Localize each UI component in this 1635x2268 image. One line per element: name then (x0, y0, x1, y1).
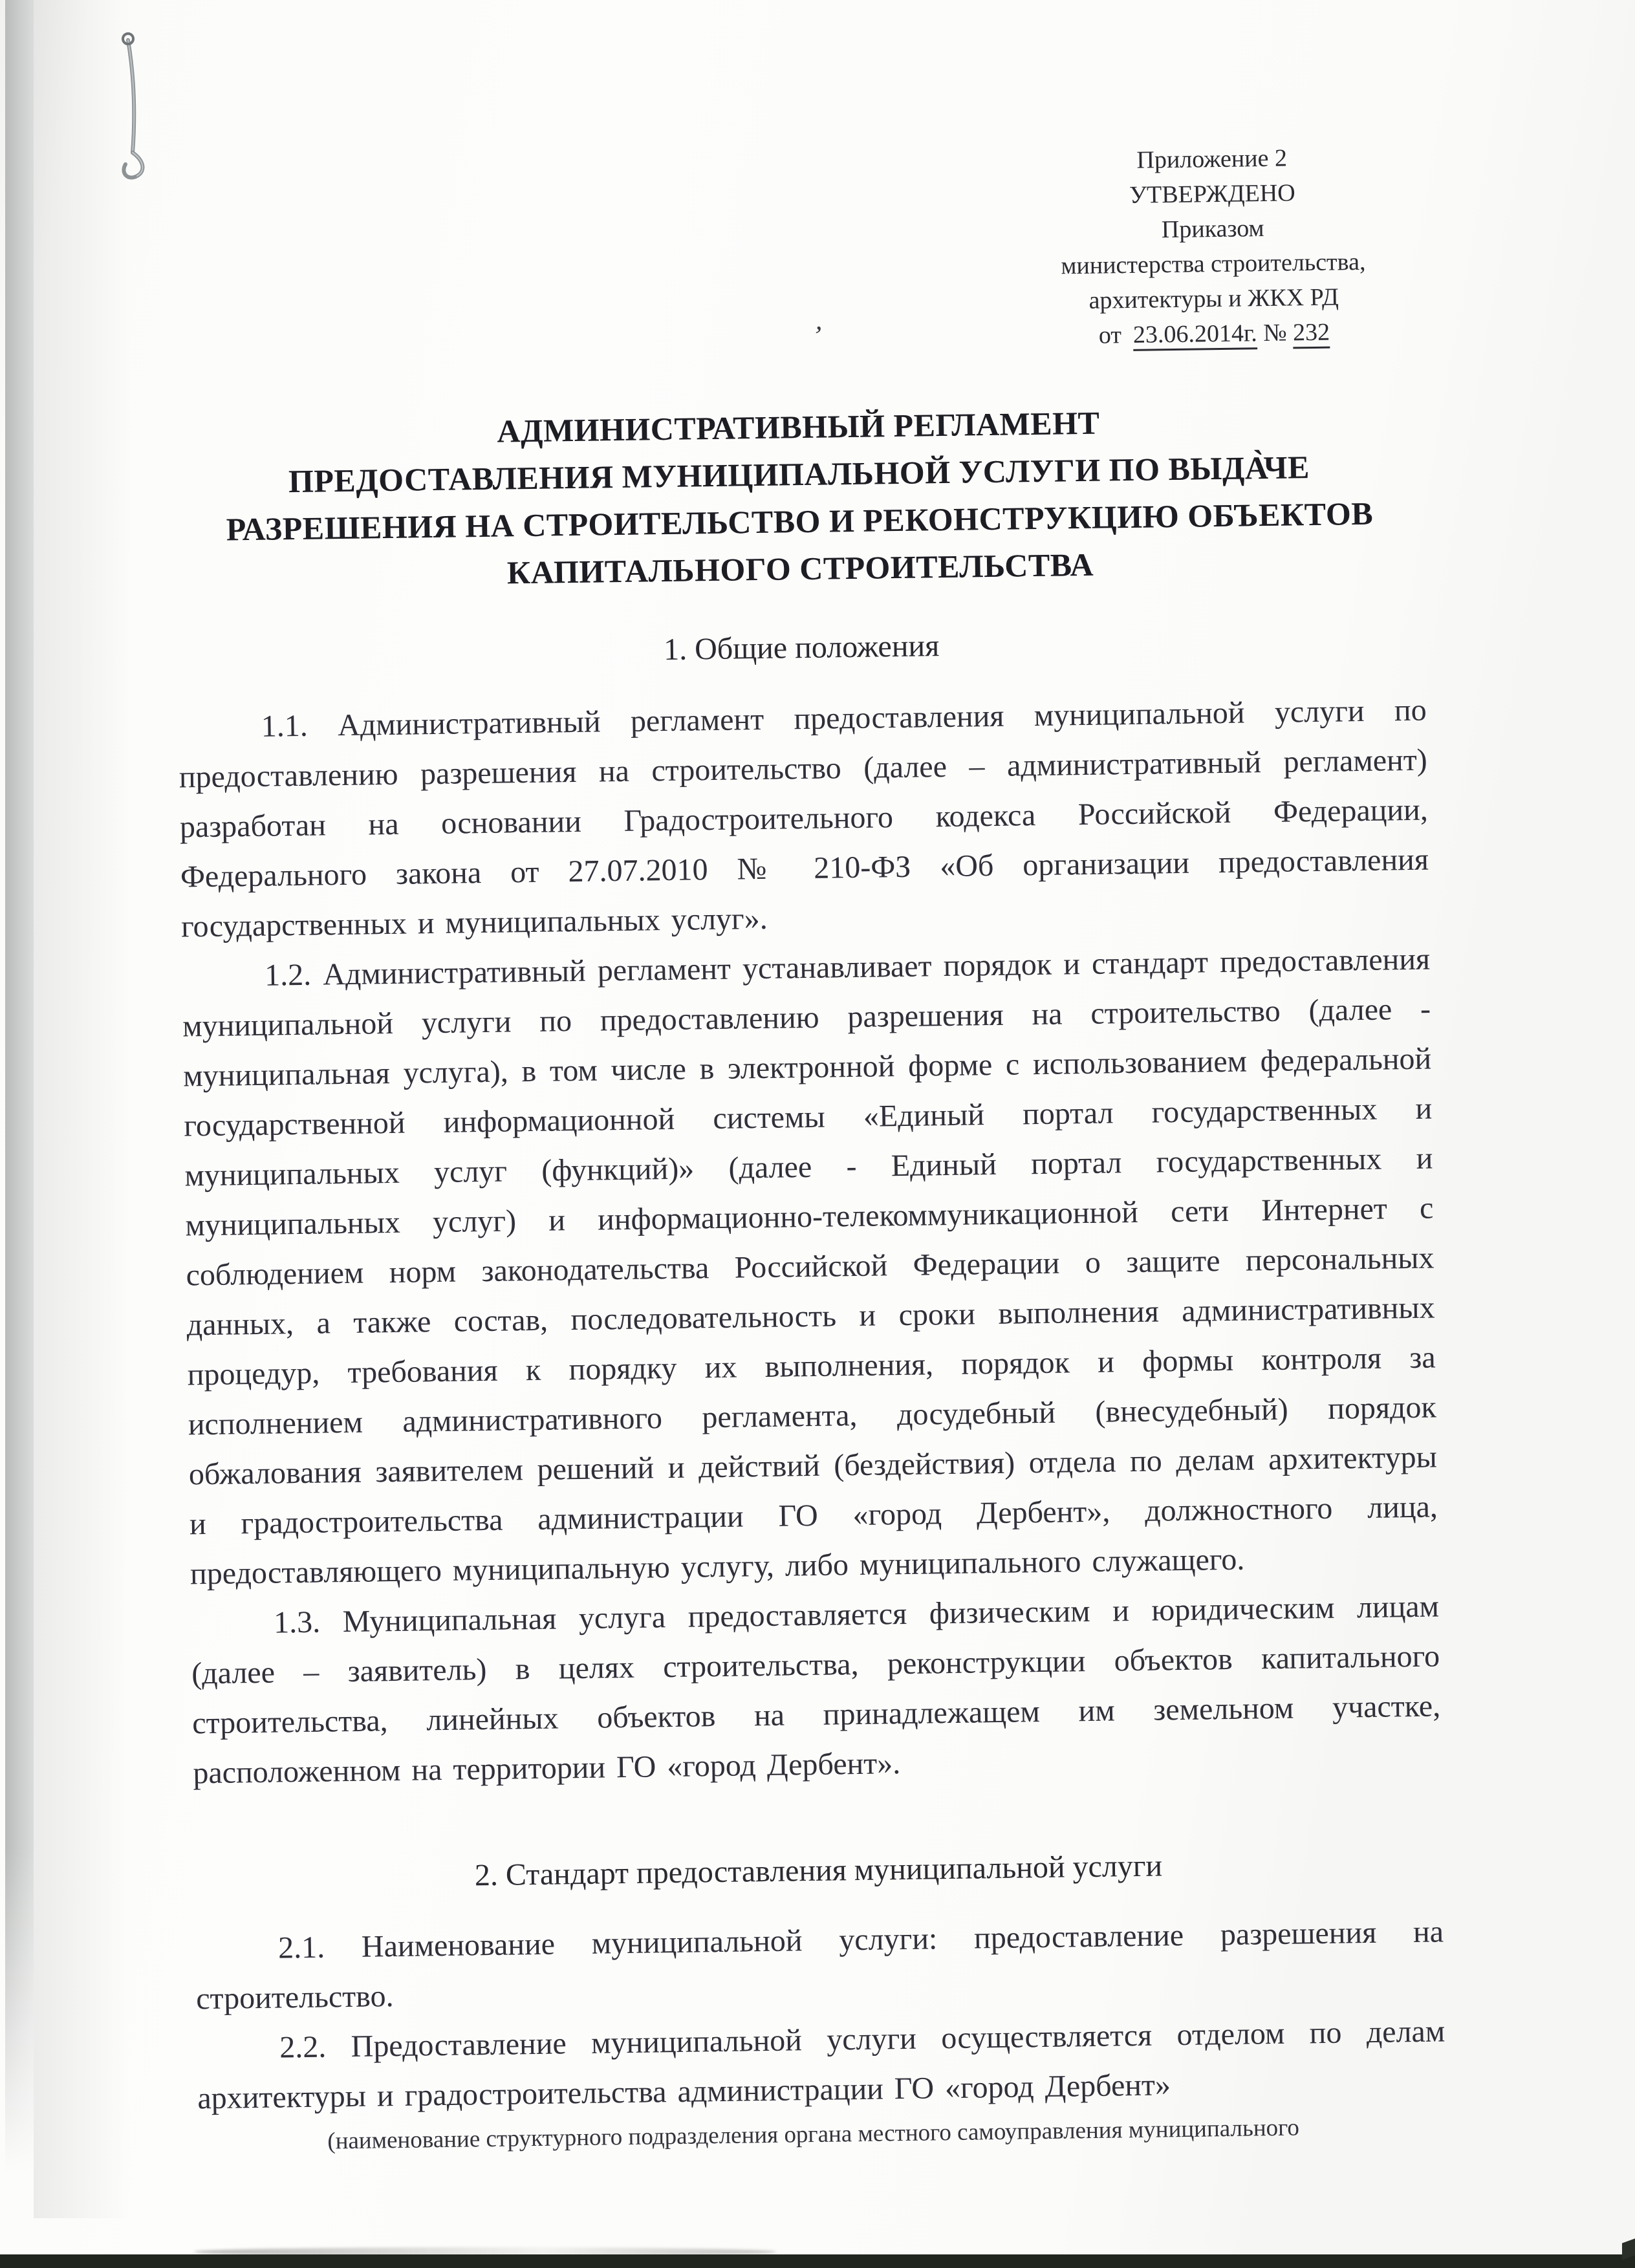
paragraph-1-1: 1.1. Административный регламент предоставления муниципальной услуги по предоставлению разрешения на строительство (далее – административный регламент) разработан на основании Градостроительного кодекса Российской Федерации, Федерального закона от 27.07.2010 № 210-ФЗ «Об организации предоставления государственных и муниципальных услуг». (179, 693, 1429, 944)
footnote-department-caption: (наименование структурного подразделения органа местного самоуправления муниципального (327, 2114, 1300, 2155)
section-2-heading: 2. Стандарт предоставления муниципальной услуги (474, 1848, 1163, 1893)
document-title-line-4: КАПИТАЛЬНОГО СТРОИТЕЛЬСТВА (506, 546, 1094, 591)
approval-date-prefix: от (1098, 321, 1122, 349)
approval-number-sign: № (1262, 319, 1287, 347)
section-1-heading: 1. Общие положения (663, 629, 940, 667)
document-title (174, 395, 1425, 601)
approval-line-ministry: министерства строительства, (1061, 248, 1366, 280)
scan-stray-mark: ’ (811, 320, 825, 352)
scan-edge-shadow (34, 0, 131, 2218)
approval-line-appendix: Приложение 2 (1136, 144, 1288, 174)
approval-date: 23.06.2014г. (1132, 319, 1258, 349)
approval-line-by-order: Приказом (1161, 215, 1264, 244)
paragraph-2-2: 2.2. Предоставление муниципальной услуги осуществляется отделом по делам архитектуры и градостроительства администрации ГО «город Дербент» (197, 2014, 1446, 2116)
scan-edge-strip (5, 0, 34, 2173)
document-title-line-2: ПРЕДОСТАВЛЕНИЯ МУНИЦИПАЛЬНОЙ УСЛУГИ ПО ВЫДА̀ЧЕ (288, 449, 1310, 500)
approval-block (1011, 139, 1414, 354)
document-title-line-1: АДМИНИСТРАТИВНЫЙ РЕГЛАМЕНТ (497, 404, 1100, 449)
document-title-line-3: РАЗРЕШЕНИЯ НА СТРОИТЕЛЬСТВО И РЕКОНСТРУКЦИЮ ОБЪЕКТОВ (226, 495, 1374, 548)
scan-bottom-band (0, 2254, 1635, 2268)
document-content (170, 139, 1446, 2160)
paragraph-2-1: 2.1. Наименование муниципальной услуги: предоставление разрешения на строительство. (195, 1914, 1444, 2016)
approval-line-ministry-2: архитектуры и ЖКХ РД (1088, 283, 1339, 314)
paragraph-1-2: 1.2. Административный регламент устанавливает порядок и стандарт предоставления муниципальной услуги по предоставлению разрешения на строительство (далее - муниципальная услуга), в том числе в электронной форме с использованием федеральной государственной информационной системы «Единый портал государственных и муниципальных услуг (функций)» (далее - Единый портал государственных и муниципальных услуг) и информационно-телекоммуникационной сети Интернет с соблюдением норм законодательства Российской Федерации о защите персональных данных, а также состав, последовательность и сроки выполнения административных процедур, требования к порядку их выполнения, порядок и формы контроля за исполнением административного регламента, досудебный (внесудебный) порядок обжалования заявителем решений и действий (бездействия) отдела по делам архитектуры и градостроительства администрации ГО «город Дербент», должностного лица, предоставляющего муниципальную услугу, либо муниципального служащего. (182, 942, 1438, 1592)
paragraph-1-3: 1.3. Муниципальная услуга предоставляется физическим и юридическим лицам (далее – заявитель) в целях строительства, реконструкции объектов капитального строительства, линейных объектов на принадлежащем им земельном участке, расположенном на территории ГО «город Дербент». (191, 1589, 1441, 1791)
staple-mark (103, 26, 181, 194)
approval-number: 232 (1292, 318, 1330, 347)
approval-line-date-number (1013, 314, 1415, 354)
approval-line-approved: УТВЕРЖДЕНО (1129, 179, 1295, 209)
